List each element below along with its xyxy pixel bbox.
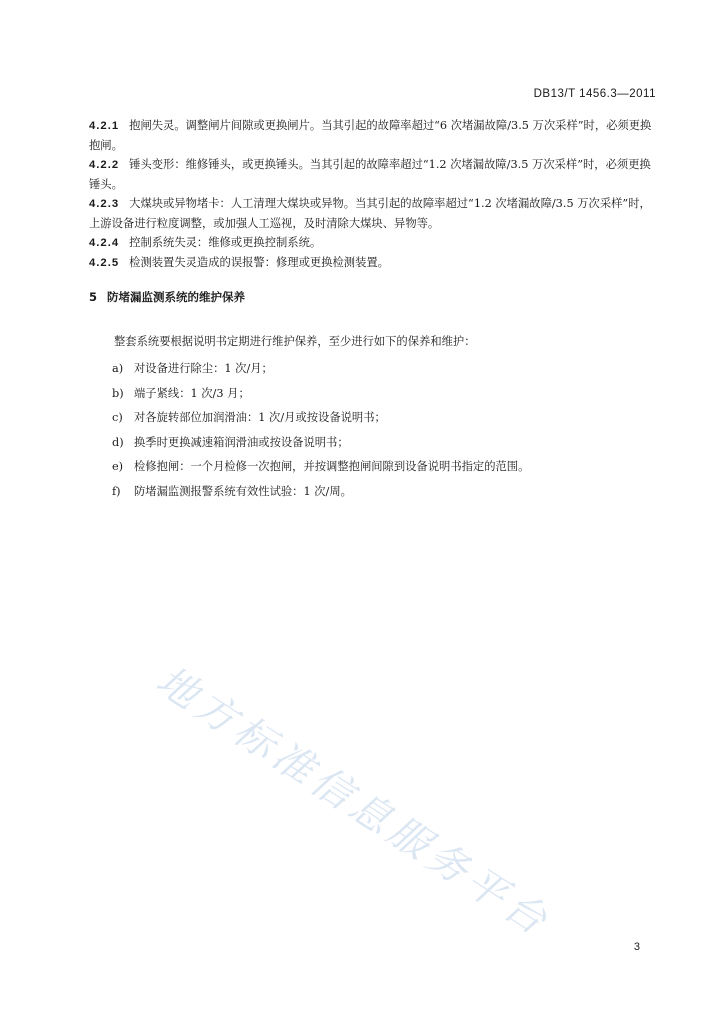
list-item-text: 端子紧线：1 次/3 月； [134,386,250,400]
clause-text: 检测装置失灵造成的误报警：修理或更换检测装置。 [129,256,389,269]
clause-text: 抱闸失灵。调整闸片间隙或更换闸片。当其引起的故障率超过“6 次堵漏故障/3.5 万次采样”时，必须更换抱闸。 [89,119,652,152]
clause-4-2-3 [89,194,661,233]
list-item [112,431,672,456]
list-item [112,357,672,382]
list-marker: e) [112,460,124,474]
clause-4-2-2 [89,155,661,194]
list-item [112,455,672,480]
maintenance-list [112,357,672,505]
list-marker: f) [112,484,121,498]
list-item-text: 换季时更换减速箱润滑油或按设备说明书； [134,435,349,449]
clause-text: 控制系统失灵：维修或更换控制系统。 [129,236,322,249]
clause-number: 4.2.5 [89,257,120,269]
list-item [112,406,672,431]
list-marker: b) [112,386,124,400]
clause-4-2-1 [89,116,661,155]
clause-number: 4.2.3 [89,198,120,210]
list-marker: d) [112,435,124,449]
section-heading [89,289,245,305]
list-item-text: 对各旋转部位加润滑油：1 次/月或按设备说明书； [134,411,386,425]
list-item-text: 对设备进行除尘：1 次/月； [134,362,273,375]
clause-4-2-5 [89,253,661,273]
clause-text: 大煤块或异物堵卡：人工清理大煤块或异物。当其引起的故障率超过“1.2 次堵漏故障/3.5 万次采样”时，上游设备进行粒度调整，或加强人工巡视，及时清除大煤块、异物等。 [89,197,651,230]
document-code: DB13/T 1456.3—2011 [533,88,656,100]
list-item [112,382,672,407]
clause-4-2-4 [89,233,661,253]
list-marker: c) [112,411,123,425]
clause-number: 4.2.2 [89,159,120,171]
section-title: 防堵漏监测系统的维护保养 [107,290,246,304]
list-item [112,480,672,505]
clause-number: 4.2.1 [89,120,120,132]
watermark: 地方标准信息服务平台 [148,657,559,947]
list-item-text: 检修抱闸：一个月检修一次抱闸，并按调整抱闸间隙到设备说明书指定的范围。 [134,460,530,474]
clause-number: 4.2.4 [89,237,120,249]
list-item-text: 防堵漏监测报警系统有效性试验：1 次/周。 [134,484,352,498]
maintenance-intro: 整套系统要根据说明书定期进行维护保养，至少进行如下的保养和维护： [114,335,476,348]
clause-text: 锤头变形：维修锤头，或更换锤头。当其引起的故障率超过“1.2 次堵漏故障/3.5 万次采样”时，必须更换锤头。 [89,158,651,191]
clause-list [89,116,661,273]
page-number: 3 [633,941,640,953]
section-number: 5 [89,290,98,304]
list-marker: a) [112,362,124,375]
